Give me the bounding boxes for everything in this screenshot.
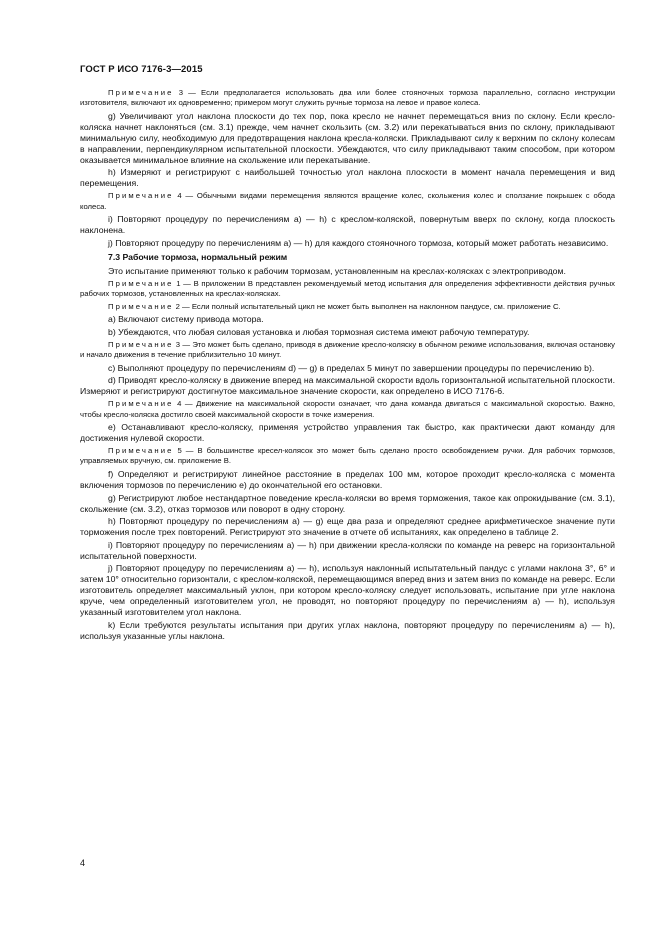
- note-paragraph: [80, 88, 615, 108]
- note-paragraph: [80, 446, 615, 466]
- body-paragraph: а) Включают систему привода мотора.: [108, 314, 264, 325]
- note-paragraph: [80, 302, 615, 312]
- body-paragraph: d) Приводят кресло-коляску в движение вперед на максимальной скорости вдоль горизонтальной испытательной плоскости. Измеряют и регистрируют достигнутое максимальное значение скорости, как определено в ИСО 7176-6.: [80, 375, 615, 397]
- note-label: Примечание: [108, 339, 174, 349]
- body-paragraph: i) Повторяют процедуру по перечислениям а) — h) с креслом-коляской, повернутым вверх по склону, когда плоскость наклонена.: [80, 214, 615, 236]
- body-paragraph: f) Определяют и регистрируют линейное расстояние в пределах 100 мм, которое проходит кресло-коляска с момента включения тормозов по перечислению е) до окончательной его остановки.: [80, 469, 615, 491]
- document-body: [80, 86, 615, 643]
- document-header: ГОСТ Р ИСО 7176-3—2015: [80, 64, 203, 75]
- body-paragraph: g) Увеличивают угол наклона плоскости до тех пор, пока кресло не начнет перемещаться вниз по склону. Если кресло-коляска начнет наклоняться (см. 3.1) прежде, чем начнет скользить (см. 3.2) или перекатываться вниз по склону, прикладывают минимальную силу, необходимую для предотвращения наклона кресла-коляски. Прикладывают силу к верхним по склону колесам в направлении, перпендикулярном испытательной плоскости. Убеждаются, что силу прикладывают таким способом, при котором оказывается минимальное влияние на скольжение или перекатывание.: [80, 110, 615, 165]
- note-label: Примечание: [108, 278, 174, 288]
- body-paragraph: h) Повторяют процедуру по перечислениям а) — g) еще два раза и определяют среднее арифметическое значение пути торможения после трех повторений. Регистрируют это значение в отчете об испытаниях, как определено в таблице 2.: [80, 516, 615, 538]
- body-paragraph: i) Повторяют процедуру по перечислениям а) — h) при движении кресла-коляски по команде на реверс на горизонтальной испытательной поверхности.: [80, 539, 615, 561]
- body-paragraph: j) Повторяют процедуру по перечислениям а) — h) для каждого стояночного тормоза, который может работать независимо.: [108, 237, 609, 248]
- note-text: 1 — В приложении В представлен рекомендуемый метод испытания для определения эффективности действия ручных рабочих тормозов, установленных на креслах-колясках.: [80, 278, 615, 299]
- body-paragraph: j) Повторяют процедуру по перечислениям а) — h), используя наклонный испытательный пандус с углами наклона 3°, 6° и затем 10° относительно горизонтали, с креслом-коляской, перемещающимся вперед вниз и затем вниз по команде на реверс. Если изготовитель определяет максимальный уклон, при котором кресло-коляску следует использовать, испытание при угле наклона круче, чем определенный изготовителем угол, не проводят, но повторяют процедуру по перечислениям а) — h), используя указанный изготовителем угол наклона.: [80, 563, 615, 618]
- note-text: 4 — Обычными видами перемещения являются вращение колес, скольжения колес и сползание покрышек с обода колеса.: [80, 191, 616, 211]
- note-text: 3 — Если предполагается использовать два или более стояночных тормоза параллельно, согласно инструкции изготовителя, включают их одновременно; примером могут служить ручные тормоза на левое и правое колеса.: [80, 88, 615, 108]
- body-paragraph: k) Если требуются результаты испытания при других углах наклона, повторяют процедуру по перечислениям а) — h), используя указанные углы наклона.: [80, 619, 615, 641]
- page-number: 4: [80, 858, 86, 868]
- note-paragraph: [80, 340, 615, 360]
- note-label: Примечание: [108, 301, 174, 311]
- body-paragraph: е) Останавливают кресло-коляску, применяя устройство управления так быстро, как практически дают команду для достижения нулевой скорости.: [80, 422, 615, 444]
- body-paragraph: h) Измеряют и регистрируют с наибольшей точностью угол наклона плоскости в момент начала перемещения и вид перемещения.: [80, 167, 615, 189]
- body-paragraph: с) Выполняют процедуру по перечислениям d) — g) в пределах 5 минут по завершении процедуры по перечислению b).: [108, 362, 595, 373]
- note-label: Примечание: [108, 191, 174, 201]
- body-paragraph: g) Регистрируют любое нестандартное поведение кресла-коляски во время торможения, такое как опрокидывание (см. 3.1), скольжение (см. 3.2), отказ тормозов или поворот в одну сторону.: [80, 492, 615, 514]
- note-text: 4 — Движение на максимальной скорости означает, что дана команда двигаться с максимальной скоростью. Важно, чтобы кресло-коляска достигло своей максимальной скорости в точке измерения.: [80, 399, 615, 419]
- note-text: 2 — Если полный испытательный цикл не может быть выполнен на наклонном пандусе, см. приложение С.: [175, 301, 561, 311]
- note-label: Примечание: [108, 399, 174, 409]
- body-paragraph: b) Убеждаются, что любая силовая установка и любая тормозная система имеют рабочую температуру.: [108, 326, 530, 337]
- note-paragraph: [80, 399, 615, 419]
- section-heading: 7.3 Рабочие тормоза, нормальный режим: [108, 251, 288, 262]
- note-text: 3 — Это может быть сделано, приводя в движение кресло-коляску в обычном режиме использования, включая остановку и начало движения в течение приблизительно 10 минут.: [80, 339, 615, 360]
- note-paragraph: [80, 279, 615, 299]
- note-label: Примечание: [108, 88, 174, 97]
- note-paragraph: [80, 191, 615, 211]
- body-paragraph: Это испытание применяют только к рабочим тормозам, установленным на креслах-колясках с электроприводом.: [108, 265, 566, 276]
- note-text: 5 — В большинстве кресел-колясок это может быть сделано просто освобождением ручки. Для рабочих тормозов, управляемых вручную, см. приложение В.: [80, 446, 615, 466]
- note-label: Примечание: [108, 446, 174, 456]
